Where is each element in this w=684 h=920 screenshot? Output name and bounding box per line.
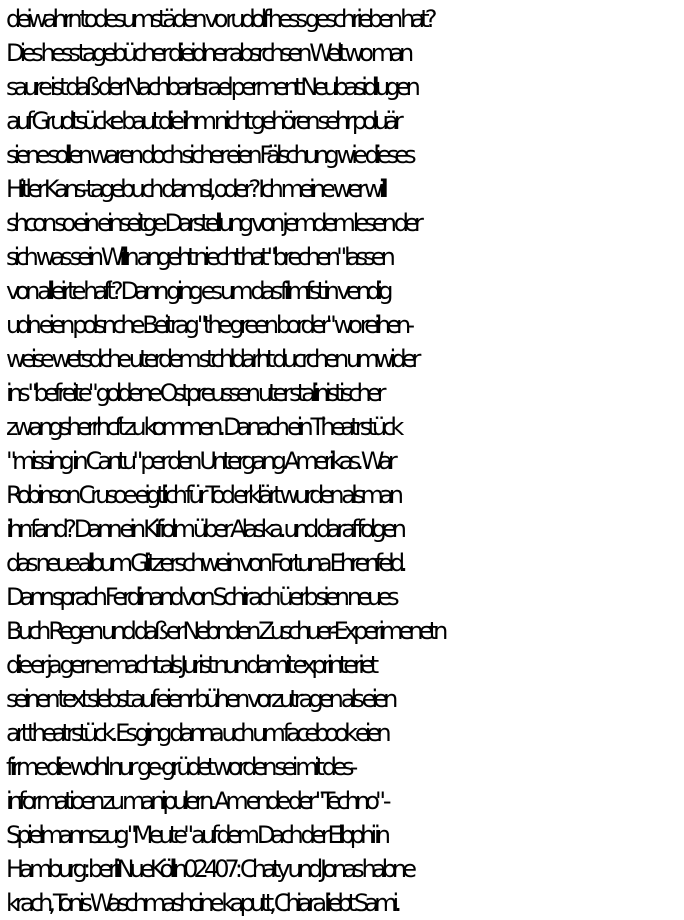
- text-line: ins "befreite" goldene Ostpreussen uter stalinistischer: [6, 379, 382, 407]
- text-line: firme die wohl nur ge-grüdet worden sei mit des-: [6, 753, 354, 781]
- text-line: Dann sprach Ferdinand von Schirach üerb sien neues: [6, 583, 395, 611]
- text-line: ihn fand? Dann ein Kifiolm über Alaska. und daraf folgen: [6, 515, 403, 543]
- text-line: Robinson Crusoe eigtlich für Tod erklärt wurden alsman: [6, 481, 400, 509]
- text-line: seinen text slebst auf eienr bühen vorzutragen als eien: [6, 685, 394, 713]
- text-line: deiwahrn todesumstäden vo rudolf hess geschrieben hat?: [6, 5, 433, 33]
- text-line: zwangsherrhcft zu kommen. Danach ein Theatrstück: [6, 413, 400, 441]
- text-line: Dies hess tagebücher dieidner absrchsen Welt wo man: [6, 39, 410, 67]
- document-body: [6, 2, 682, 920]
- text-line: "missing in Cantu" per den Untergang Amerikas. War: [6, 447, 393, 475]
- text-line: art theatrstück. Es ging danna uch um facebook eien: [6, 719, 387, 747]
- text-line: die er ja gerne macht als Jurist nun damit exprinteriet: [6, 651, 375, 679]
- text-line: auf Grudtsücke baut die ihm nicht gehören sehr poluär: [6, 107, 399, 135]
- text-line: Hitler Kans-tagebuch damsl, oder? Ich meine wer will: [6, 175, 384, 203]
- text-line: das neue album Glitzerschwein von Fortuna Ehrenfeld.: [6, 549, 403, 577]
- text-line: informatioen zu manipulern. Am ende der "Techno" -: [6, 787, 387, 815]
- text-line: krach, Tonis Waschmashcine kaputt, Chiara liebt Sami.: [6, 889, 398, 917]
- text-line: udn eien polsnche Beitrag "the green border" wo reihen-: [6, 311, 411, 339]
- text-line: von alleirte haft? Dann ging es um das filmfst in vendig: [6, 277, 389, 305]
- text-line: saure ist daß der Nachbar Israel perment Neubasidlugen: [6, 73, 416, 101]
- text-line: sich was sein Willn angeht niecht hat "brechen" lassen: [6, 243, 391, 271]
- text-line: Spielmannszug "Meute" auf dem Dach der Elbphi in: [6, 821, 387, 849]
- text-line: Buch Regen und daß er Nebnden Zuschuer-Experimenetn: [6, 617, 444, 645]
- text-line: Hamburg: berliNueKölln02407: Chaty und Jonas habne: [6, 855, 413, 883]
- text-line: shcon so ein einseitge Darstellung von jemdem lesen der: [6, 209, 419, 237]
- text-line: weise wetsdche uterdem stchldarht ducrchen umwider: [6, 345, 417, 373]
- text-line: siene sollen waren doch sicher eien Fälschung wie dieses: [6, 141, 412, 169]
